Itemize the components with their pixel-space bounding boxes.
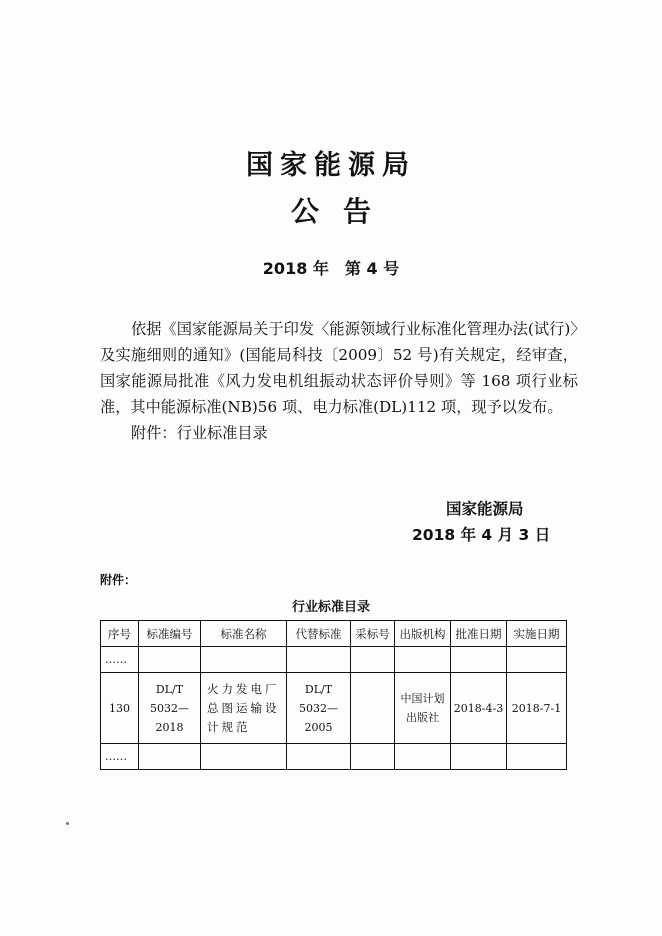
ellipsis-cell: ……	[101, 647, 139, 673]
announcement-paragraph: 依据《国家能源局关于印发〈能源领域行业标准化管理办法(试行)〉及实施细则的通知》(国能局科技〔2009〕52 号)有关规定，经审查，国家能源局批准《风力发电机组振动状态评价导则》等 168 项行业标准，其中能源标准(NB)56 项、电力标准(DL)112 项，现予以发布。	[100, 320, 578, 416]
announcement-body	[100, 316, 578, 446]
column-header: 标准编号	[139, 621, 201, 647]
ellipsis-cell: ……	[101, 744, 139, 770]
standard-code: DL/T 5032—2018	[139, 673, 201, 744]
replaced-standard: DL/T 5032—2005	[287, 673, 351, 744]
approval-date: 2018-4-3	[451, 673, 507, 744]
scan-speck	[66, 822, 69, 825]
attachment-label: 附件：	[100, 573, 137, 587]
signature-date: 2018 年 4 月 3 日	[412, 526, 551, 544]
standards-table	[100, 620, 567, 770]
document-title: 国家能源局	[246, 150, 416, 181]
standard-name: 火力发电厂总图运输设计规范	[201, 673, 287, 744]
column-header: 标准名称	[201, 621, 287, 647]
column-header: 出版机构	[395, 621, 451, 647]
attachment-note: 附件：行业标准目录	[131, 424, 268, 442]
column-header: 实施日期	[507, 621, 567, 647]
column-header: 批准日期	[451, 621, 507, 647]
table-header-row	[101, 621, 567, 647]
column-header: 序号	[101, 621, 139, 647]
table-row-ellipsis-bottom	[101, 744, 567, 770]
effective-date: 2018-7-1	[507, 673, 567, 744]
adopted-number	[351, 673, 395, 744]
issue-number: 2018 年 第 4 号	[262, 259, 400, 278]
column-header: 代替标准	[287, 621, 351, 647]
row-number: 130	[101, 673, 139, 744]
column-header: 采标号	[351, 621, 395, 647]
table-title: 行业标准目录	[291, 600, 370, 615]
table-row-ellipsis-top	[101, 647, 567, 673]
document-subtitle: 公告	[290, 195, 395, 228]
table-row	[101, 673, 567, 744]
publisher: 中国计划 出版社	[395, 673, 451, 744]
signature-org: 国家能源局	[446, 500, 524, 518]
